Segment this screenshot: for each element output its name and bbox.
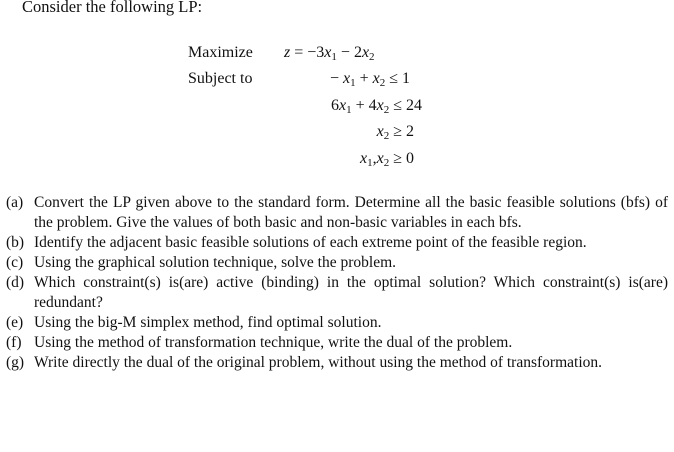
question-item bbox=[6, 233, 668, 253]
objective-operator: − bbox=[340, 44, 350, 61]
objective-sub-1: 1 bbox=[331, 51, 337, 63]
constraint-2: $6x_1 + 4x_2 \le 24$ bbox=[330, 97, 422, 116]
question-tag: (f) bbox=[6, 334, 22, 351]
question-text: Write directly the dual of the original problem, without using the method of transformation. bbox=[34, 354, 603, 371]
objective-coef-1: −3 bbox=[307, 44, 325, 61]
question-text: Using the graphical solution technique, solve the problem. bbox=[34, 254, 397, 271]
question-text: Convert the LP given above to the standard form. Determine all the basic feasible solutions (bfs) of the problem. Give the values of both basic and non-basic variables in each bfs. bbox=[34, 194, 668, 231]
question-tag: (d) bbox=[6, 274, 25, 291]
objective-var-1: x bbox=[324, 44, 332, 61]
intro-text: Consider the following LP: bbox=[22, 0, 203, 16]
question-item bbox=[6, 193, 668, 233]
constraint-3: $x_2 \ge 2$ bbox=[376, 123, 414, 142]
question-item bbox=[6, 313, 668, 333]
question-text: Which constraint(s) is(are) active (binding) in the optimal solution? Which constraint(s) is(are) redundant? bbox=[34, 274, 668, 311]
objective-var-2: x bbox=[361, 44, 370, 61]
question-item bbox=[6, 333, 668, 353]
question-tag: (c) bbox=[6, 254, 24, 271]
question-tag: (a) bbox=[6, 194, 24, 211]
question-tag: (g) bbox=[6, 354, 25, 371]
question-item bbox=[6, 353, 668, 373]
maximize-label: Maximize bbox=[188, 44, 253, 61]
subject-to-label: Subject to bbox=[188, 70, 253, 87]
question-text: Identify the adjacent basic feasible solutions of each extreme point of the feasible region. bbox=[34, 234, 587, 251]
question-item bbox=[6, 273, 668, 313]
constraint-1: − $x_1 + x_2 \le 1$ bbox=[329, 70, 410, 89]
constraint-4: $x_1,x_2 \ge 0$ bbox=[360, 150, 414, 169]
objective-coef-2: 2 bbox=[353, 44, 362, 61]
question-tag: (e) bbox=[6, 314, 24, 331]
objective-lhs: z bbox=[284, 44, 291, 61]
question-tag: (b) bbox=[6, 234, 25, 251]
question-list bbox=[6, 193, 668, 373]
objective-function: $z = -3x_1 - 2x_2$ bbox=[284, 44, 375, 63]
question-item bbox=[6, 253, 668, 273]
objective-sub-2: 2 bbox=[369, 51, 375, 63]
question-text: Using the big-M simplex method, find optimal solution. bbox=[34, 314, 382, 331]
question-text: Using the method of transformation technique, write the dual of the problem. bbox=[34, 334, 513, 351]
